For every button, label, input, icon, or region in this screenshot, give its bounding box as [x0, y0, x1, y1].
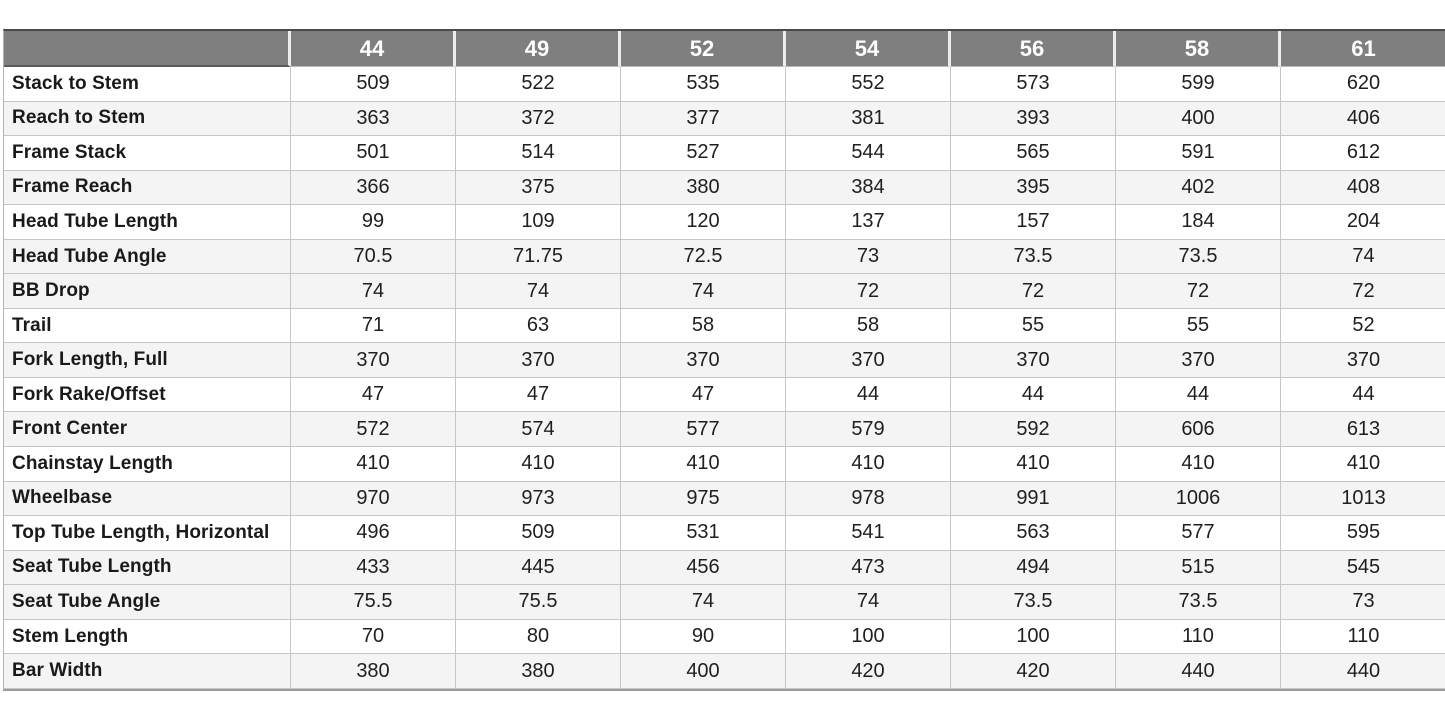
cell-value: 606 — [1116, 412, 1281, 447]
cell-value: 591 — [1116, 136, 1281, 171]
cell-value: 58 — [621, 309, 786, 344]
size-column-header: 52 — [621, 31, 786, 67]
cell-value: 592 — [951, 412, 1116, 447]
cell-value: 80 — [456, 620, 621, 655]
cell-value: 410 — [621, 447, 786, 482]
cell-value: 501 — [291, 136, 456, 171]
cell-value: 44 — [786, 378, 951, 413]
cell-value: 44 — [1116, 378, 1281, 413]
cell-value: 74 — [456, 274, 621, 309]
cell-value: 74 — [786, 585, 951, 620]
cell-value: 544 — [786, 136, 951, 171]
cell-value: 408 — [1281, 171, 1445, 206]
row-label: Stack to Stem — [4, 67, 291, 102]
row-label: BB Drop — [4, 274, 291, 309]
cell-value: 137 — [786, 205, 951, 240]
cell-value: 110 — [1116, 620, 1281, 655]
cell-value: 375 — [456, 171, 621, 206]
cell-value: 514 — [456, 136, 621, 171]
cell-value: 545 — [1281, 551, 1445, 586]
cell-value: 44 — [951, 378, 1116, 413]
cell-value: 410 — [786, 447, 951, 482]
cell-value: 370 — [1281, 343, 1445, 378]
cell-value: 73.5 — [951, 240, 1116, 275]
size-column-header: 54 — [786, 31, 951, 67]
cell-value: 381 — [786, 102, 951, 137]
cell-value: 370 — [1116, 343, 1281, 378]
cell-value: 400 — [621, 654, 786, 689]
cell-value: 55 — [1116, 309, 1281, 344]
row-label: Seat Tube Angle — [4, 585, 291, 620]
cell-value: 363 — [291, 102, 456, 137]
cell-value: 496 — [291, 516, 456, 551]
cell-value: 72.5 — [621, 240, 786, 275]
cell-value: 991 — [951, 482, 1116, 517]
cell-value: 120 — [621, 205, 786, 240]
cell-value: 370 — [621, 343, 786, 378]
cell-value: 433 — [291, 551, 456, 586]
cell-value: 515 — [1116, 551, 1281, 586]
cell-value: 47 — [456, 378, 621, 413]
row-label: Head Tube Angle — [4, 240, 291, 275]
cell-value: 384 — [786, 171, 951, 206]
size-column-header: 61 — [1281, 31, 1445, 67]
cell-value: 380 — [456, 654, 621, 689]
cell-value: 620 — [1281, 67, 1445, 102]
cell-value: 393 — [951, 102, 1116, 137]
cell-value: 73 — [786, 240, 951, 275]
cell-value: 978 — [786, 482, 951, 517]
cell-value: 577 — [621, 412, 786, 447]
cell-value: 100 — [951, 620, 1116, 655]
cell-value: 440 — [1281, 654, 1445, 689]
cell-value: 975 — [621, 482, 786, 517]
cell-value: 456 — [621, 551, 786, 586]
row-label: Frame Stack — [4, 136, 291, 171]
cell-value: 473 — [786, 551, 951, 586]
size-column-header: 49 — [456, 31, 621, 67]
cell-value: 90 — [621, 620, 786, 655]
row-label: Top Tube Length, Horizontal — [4, 516, 291, 551]
cell-value: 613 — [1281, 412, 1445, 447]
cell-value: 184 — [1116, 205, 1281, 240]
cell-value: 52 — [1281, 309, 1445, 344]
cell-value: 377 — [621, 102, 786, 137]
cell-value: 74 — [621, 585, 786, 620]
cell-value: 75.5 — [291, 585, 456, 620]
cell-value: 509 — [291, 67, 456, 102]
cell-value: 440 — [1116, 654, 1281, 689]
cell-value: 72 — [786, 274, 951, 309]
cell-value: 420 — [786, 654, 951, 689]
cell-value: 563 — [951, 516, 1116, 551]
row-label: Reach to Stem — [4, 102, 291, 137]
cell-value: 370 — [786, 343, 951, 378]
cell-value: 47 — [621, 378, 786, 413]
cell-value: 110 — [1281, 620, 1445, 655]
cell-value: 402 — [1116, 171, 1281, 206]
cell-value: 157 — [951, 205, 1116, 240]
row-label: Chainstay Length — [4, 447, 291, 482]
cell-value: 509 — [456, 516, 621, 551]
cell-value: 74 — [621, 274, 786, 309]
cell-value: 55 — [951, 309, 1116, 344]
cell-value: 573 — [951, 67, 1116, 102]
cell-value: 552 — [786, 67, 951, 102]
cell-value: 1013 — [1281, 482, 1445, 517]
cell-value: 73.5 — [1116, 240, 1281, 275]
cell-value: 445 — [456, 551, 621, 586]
cell-value: 612 — [1281, 136, 1445, 171]
cell-value: 44 — [1281, 378, 1445, 413]
cell-value: 74 — [291, 274, 456, 309]
cell-value: 565 — [951, 136, 1116, 171]
size-column-header: 58 — [1116, 31, 1281, 67]
row-label: Stem Length — [4, 620, 291, 655]
cell-value: 410 — [951, 447, 1116, 482]
cell-value: 410 — [1281, 447, 1445, 482]
cell-value: 63 — [456, 309, 621, 344]
cell-value: 406 — [1281, 102, 1445, 137]
cell-value: 420 — [951, 654, 1116, 689]
row-label: Bar Width — [4, 654, 291, 689]
cell-value: 973 — [456, 482, 621, 517]
cell-value: 204 — [1281, 205, 1445, 240]
cell-value: 109 — [456, 205, 621, 240]
cell-value: 410 — [1116, 447, 1281, 482]
cell-value: 577 — [1116, 516, 1281, 551]
cell-value: 531 — [621, 516, 786, 551]
cell-value: 380 — [621, 171, 786, 206]
cell-value: 372 — [456, 102, 621, 137]
bike-geometry-table — [3, 29, 1445, 691]
table-corner-cell — [4, 31, 291, 67]
row-label: Fork Length, Full — [4, 343, 291, 378]
cell-value: 73.5 — [951, 585, 1116, 620]
cell-value: 47 — [291, 378, 456, 413]
cell-value: 75.5 — [456, 585, 621, 620]
row-label: Trail — [4, 309, 291, 344]
row-label: Fork Rake/Offset — [4, 378, 291, 413]
cell-value: 410 — [291, 447, 456, 482]
row-label: Wheelbase — [4, 482, 291, 517]
row-label: Front Center — [4, 412, 291, 447]
cell-value: 70.5 — [291, 240, 456, 275]
cell-value: 595 — [1281, 516, 1445, 551]
cell-value: 73.5 — [1116, 585, 1281, 620]
cell-value: 535 — [621, 67, 786, 102]
row-label: Frame Reach — [4, 171, 291, 206]
cell-value: 72 — [1281, 274, 1445, 309]
cell-value: 527 — [621, 136, 786, 171]
cell-value: 370 — [456, 343, 621, 378]
size-column-header: 44 — [291, 31, 456, 67]
cell-value: 100 — [786, 620, 951, 655]
cell-value: 99 — [291, 205, 456, 240]
cell-value: 71.75 — [456, 240, 621, 275]
cell-value: 72 — [1116, 274, 1281, 309]
cell-value: 58 — [786, 309, 951, 344]
cell-value: 370 — [291, 343, 456, 378]
cell-value: 494 — [951, 551, 1116, 586]
cell-value: 370 — [951, 343, 1116, 378]
row-label: Head Tube Length — [4, 205, 291, 240]
row-label: Seat Tube Length — [4, 551, 291, 586]
cell-value: 410 — [456, 447, 621, 482]
cell-value: 400 — [1116, 102, 1281, 137]
cell-value: 74 — [1281, 240, 1445, 275]
cell-value: 1006 — [1116, 482, 1281, 517]
cell-value: 72 — [951, 274, 1116, 309]
cell-value: 380 — [291, 654, 456, 689]
size-column-header: 56 — [951, 31, 1116, 67]
cell-value: 522 — [456, 67, 621, 102]
cell-value: 73 — [1281, 585, 1445, 620]
cell-value: 366 — [291, 171, 456, 206]
cell-value: 572 — [291, 412, 456, 447]
cell-value: 970 — [291, 482, 456, 517]
cell-value: 70 — [291, 620, 456, 655]
cell-value: 599 — [1116, 67, 1281, 102]
cell-value: 541 — [786, 516, 951, 551]
cell-value: 71 — [291, 309, 456, 344]
cell-value: 574 — [456, 412, 621, 447]
cell-value: 395 — [951, 171, 1116, 206]
cell-value: 579 — [786, 412, 951, 447]
